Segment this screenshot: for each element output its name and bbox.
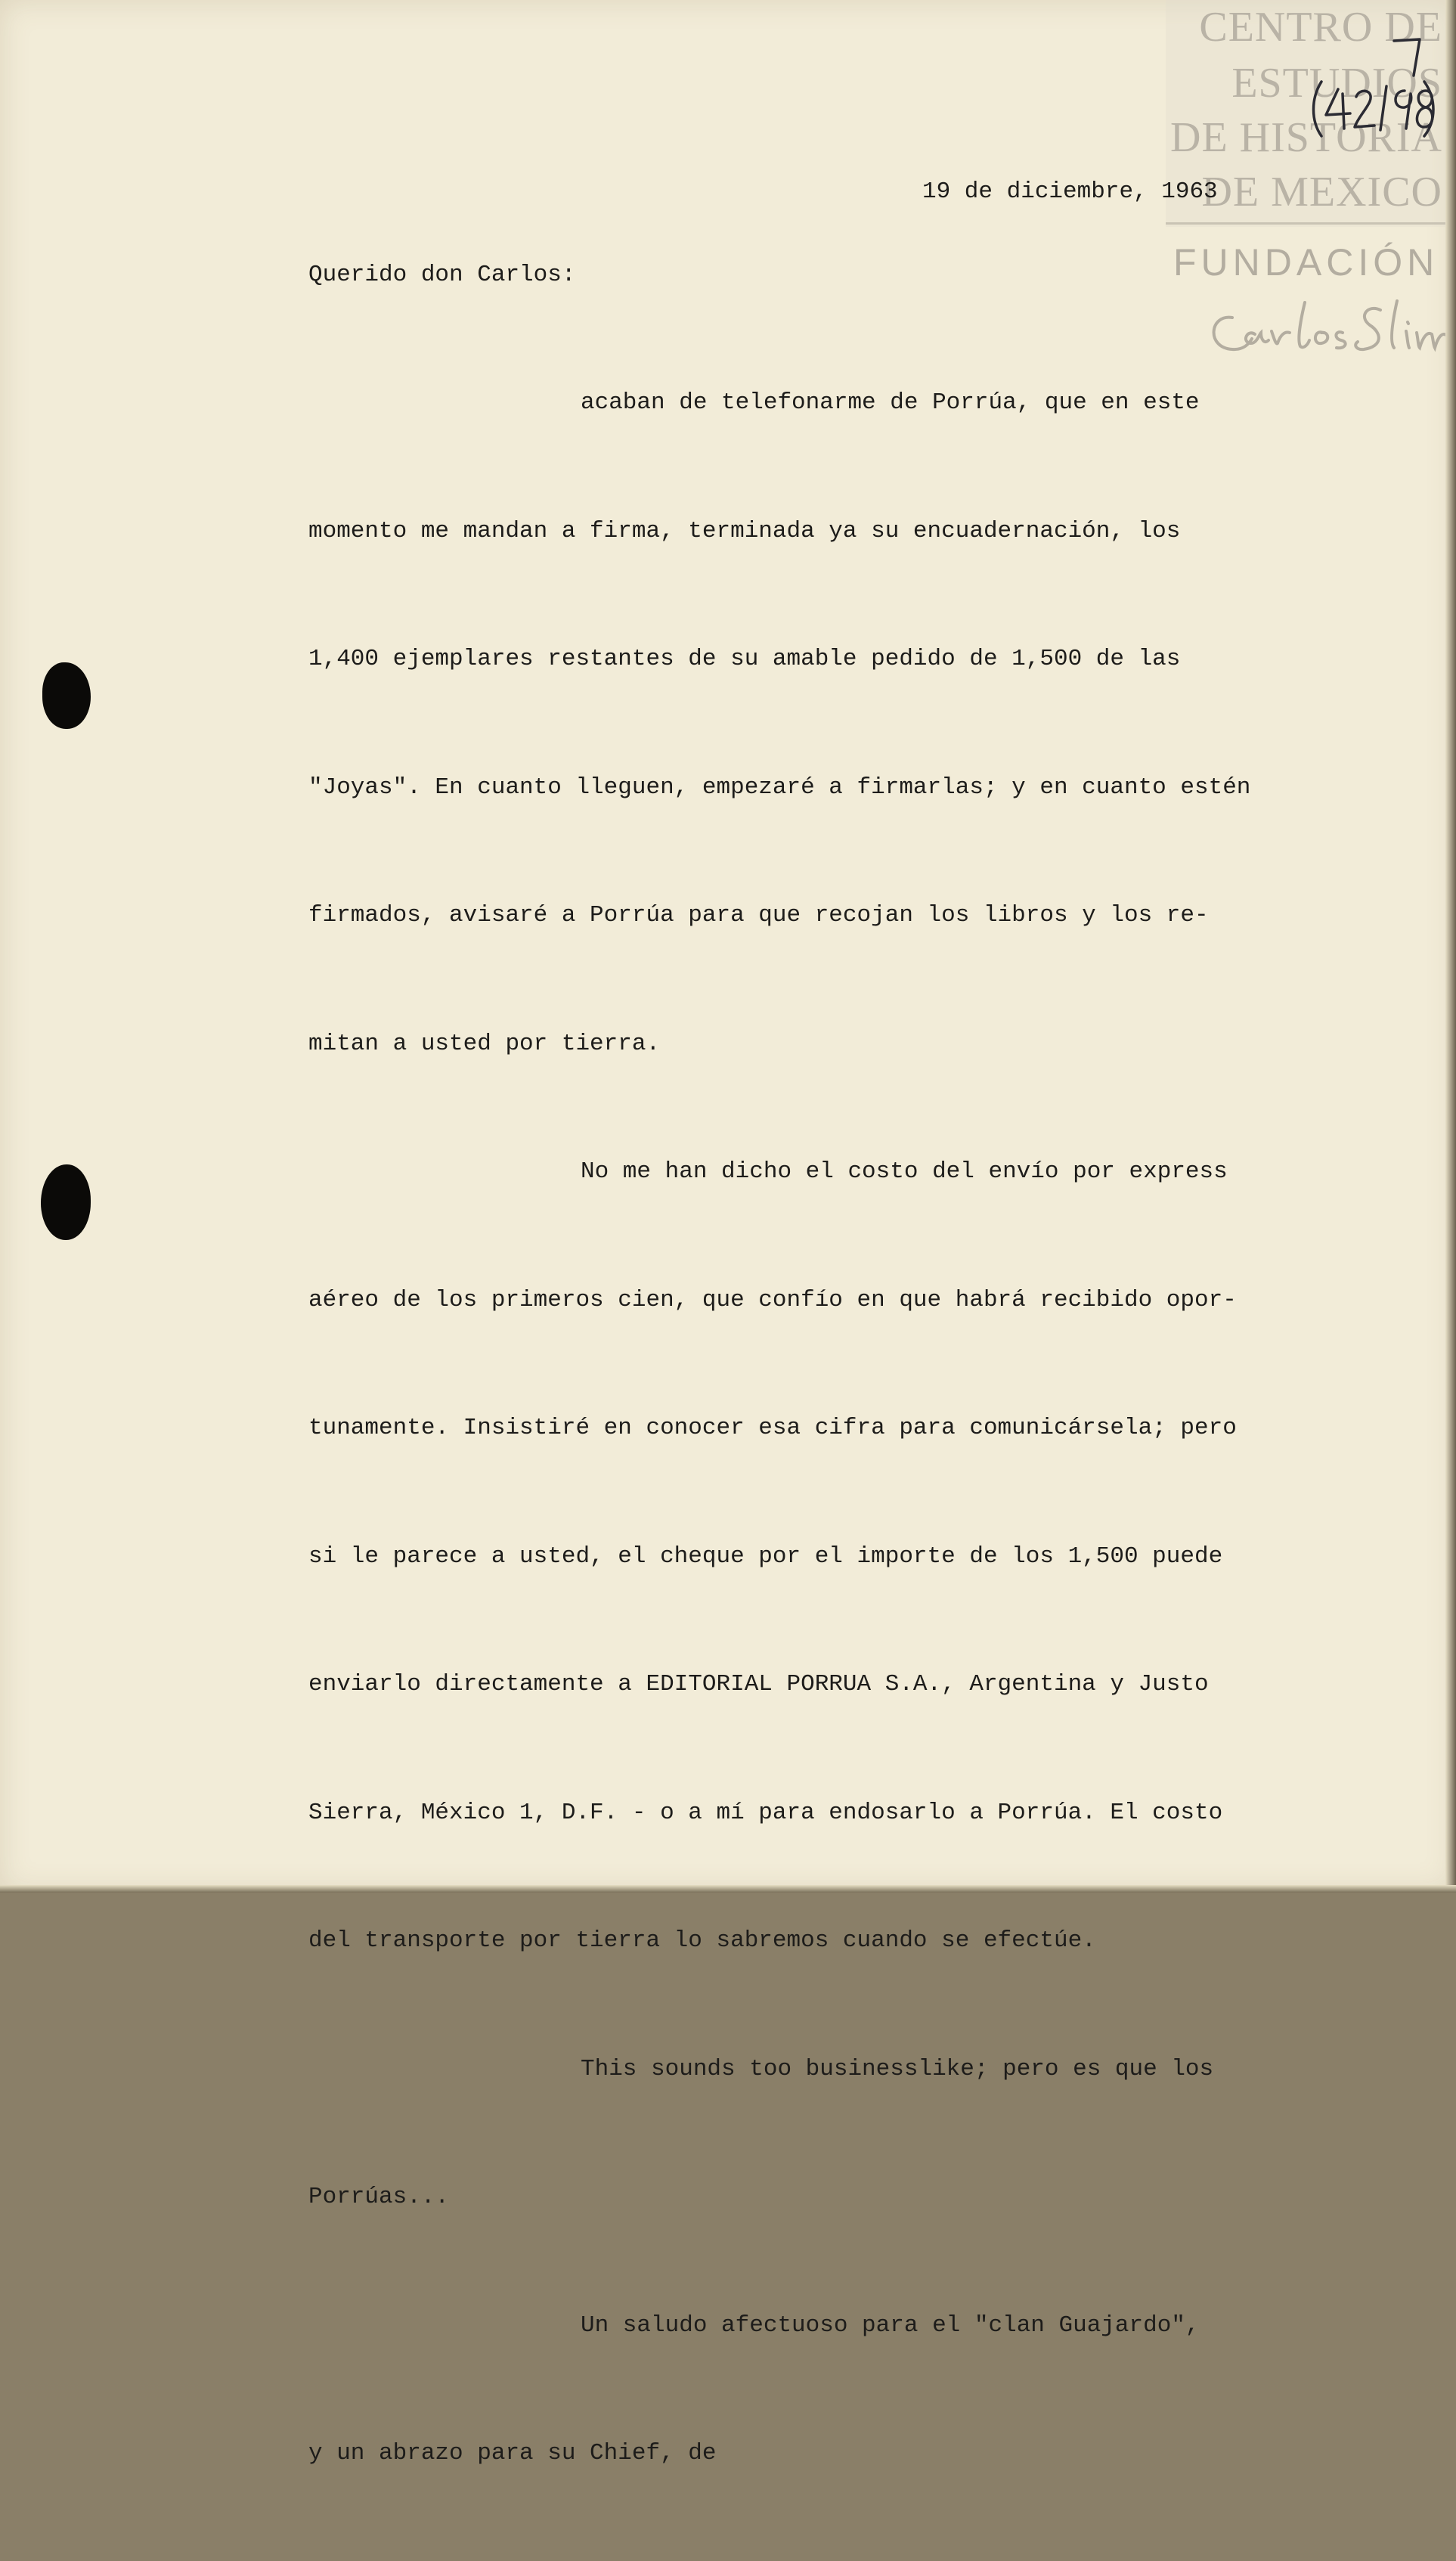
scan-edge [0,1885,1456,1893]
letter-line: tunamente. Insistiré en conocer esa cifra para comunicársela; pero [308,1415,1237,1441]
letter-line: enviarlo directamente a EDITORIAL PORRUA S.A., Argentina y Justo [308,1671,1209,1698]
binder-punch-hole [42,662,91,729]
binder-punch-hole [41,1164,91,1240]
letter-line: 1,400 ejemplares restantes de su amable pedido de 1,500 de las [308,646,1181,672]
watermark-line-2: ESTUDIOS [1231,60,1442,107]
letter-line: del transporte por tierra lo sabremos cuando se efectúe. [308,1927,1096,1954]
letter-line: "Joyas". En cuanto lleguen, empezaré a firmarlas; y en cuanto estén [308,774,1251,801]
watermark-line-4: DE MEXICO [1201,169,1442,215]
watermark-divider [1166,222,1456,225]
letter-line: momento me mandan a firma, terminada ya su encuadernación, los [308,517,1181,544]
letter-line: aéreo de los primeros cien, que confío en que habrá recibido opor- [308,1286,1237,1313]
watermark-line-3: DE HISTORIA [1170,114,1442,161]
letter-line: mitan a usted por tierra. [308,1030,661,1057]
watermark-line-1: CENTRO DE [1199,4,1442,51]
handwritten-page-number [1391,33,1424,79]
letter-date: 19 de diciembre, 1963 [922,178,1218,205]
letter-line: firmados, avisaré a Porrúa para que recojan los libros y los re- [308,902,1209,929]
letter-line: Porrúas... [308,2184,450,2210]
letter-line: Un saludo afectuoso para el "clan Guajardo", [581,2311,1200,2339]
letter-line: No me han dicho el costo del envío por express [581,1158,1228,1185]
watermark-foundation: FUNDACIÓN [1173,241,1439,284]
letter-salutation: Querido don Carlos: [308,262,576,288]
handwritten-folio-digits-icon [1321,83,1435,133]
letter-line: y un abrazo para su Chief, de [308,2440,717,2466]
scan-edge [1445,0,1456,1893]
letter-line: This sounds too businesslike; pero es que los [581,2055,1214,2082]
letter-line: acaban de telefonarme de Porrúa, que en este [581,389,1200,416]
letter-body [308,296,1250,2561]
letter-line: Sierra, México 1, D.F. - o a mí para endosarlo a Porrúa. El costo [308,1799,1223,1826]
letter-line: si le parece a usted, el cheque por el importe de los 1,500 puede [308,1542,1223,1570]
